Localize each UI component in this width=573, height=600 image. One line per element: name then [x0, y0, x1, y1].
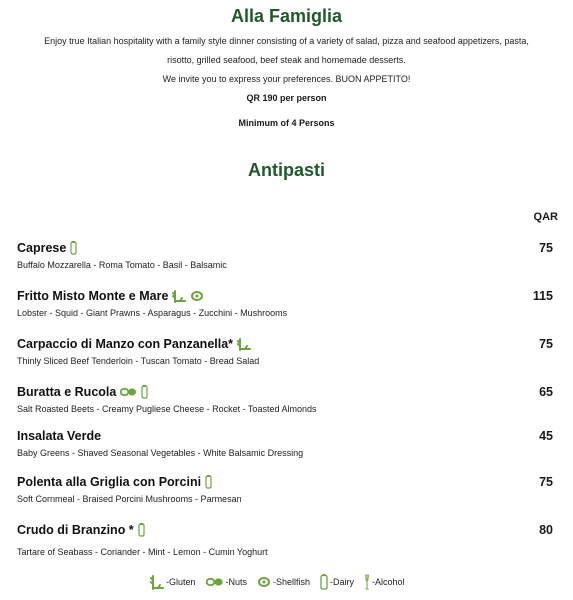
intro-line-1: Enjoy true Italian hospitality with a family style dinner consisting of a variety of salad, pizza and seafood appetizers, pasta, — [44, 36, 529, 46]
allergen-legend — [150, 574, 405, 590]
minimum-persons: Minimum of 4 Persons — [238, 118, 335, 128]
item-price: 65 — [539, 385, 553, 399]
dairy-icon — [320, 574, 328, 590]
item-description: Salt Roasted Beets - Creamy Pugliese Cheese - Rocket - Toasted Almonds — [17, 404, 317, 414]
item-description: Baby Greens - Shaved Seasonal Vegetables - White Balsamic Dressing — [17, 448, 304, 458]
dairy-icon — [141, 385, 148, 399]
legend-alcohol — [364, 574, 405, 590]
legend-shellfish — [257, 576, 310, 588]
currency-label: QAR — [533, 211, 558, 223]
legend-nuts-label: -Nuts — [225, 577, 248, 587]
item-description: Thinly Sliced Beef Tenderloin - Tuscan Tomato - Bread Salad — [17, 356, 260, 366]
legend-nuts — [206, 577, 248, 587]
item-price: 45 — [539, 429, 553, 443]
intro-line-3: We invite you to express your preferences. BUON APPETITO! — [162, 74, 411, 84]
legend-gluten-label: -Gluten — [166, 577, 196, 587]
item-name: Buratta e Rucola — [17, 385, 117, 399]
menu-item — [17, 475, 557, 504]
shellfish-icon — [257, 576, 271, 588]
nuts-icon — [120, 387, 137, 397]
item-description: Soft Cornmeal - Braised Porcini Mushrooms - Parmesan — [17, 494, 242, 504]
dairy-icon — [70, 241, 77, 255]
item-name: Crudo di Branzino * — [17, 523, 134, 537]
item-description: Buffalo Mozzarella - Roma Tomato - Basil - Balsamic — [17, 260, 227, 270]
item-price: 75 — [539, 241, 553, 255]
intro-line-2: risotto, grilled seafood, beef steak and homemade desserts. — [167, 55, 406, 65]
legend-shellfish-label: -Shellfish — [273, 577, 311, 587]
set-price: QR 190 per person — [246, 93, 327, 103]
menu-item — [17, 385, 557, 414]
dairy-icon — [205, 475, 212, 489]
legend-gluten — [150, 574, 196, 590]
menu-item — [17, 429, 557, 458]
item-price: 115 — [532, 289, 553, 303]
legend-dairy-label: -Dairy — [330, 577, 355, 587]
item-name: Polenta alla Griglia con Porcini — [17, 475, 202, 489]
item-name: Carpaccio di Manzo con Panzanella* — [17, 337, 234, 351]
gluten-icon — [150, 574, 164, 590]
alcohol-icon — [364, 574, 370, 590]
page-title: Alla Famiglia — [230, 6, 343, 26]
menu-item — [17, 337, 557, 366]
item-price: 80 — [539, 523, 553, 537]
legend-alcohol-label: -Alcohol — [372, 577, 405, 587]
legend-dairy — [320, 574, 354, 590]
shellfish-icon — [190, 290, 204, 302]
gluten-icon — [237, 337, 251, 351]
dairy-icon — [138, 523, 145, 537]
gluten-icon — [172, 289, 186, 303]
item-description: Tartare of Seabass - Coriander - Mint - Lemon - Cumin Yoghurt — [17, 547, 268, 557]
item-price: 75 — [539, 337, 553, 351]
menu-item — [17, 289, 557, 318]
item-name: Fritto Misto Monte e Mare — [17, 289, 169, 303]
menu-item — [17, 523, 557, 557]
item-description: Lobster - Squid - Giant Prawns - Asparagus - Zucchini - Mushrooms — [17, 308, 288, 318]
item-price: 75 — [539, 475, 553, 489]
menu-item — [17, 241, 557, 270]
item-name: Insalata Verde — [17, 429, 102, 443]
item-name: Caprese — [17, 241, 67, 255]
nuts-icon — [206, 577, 224, 587]
section-title: Antipasti — [247, 160, 325, 180]
